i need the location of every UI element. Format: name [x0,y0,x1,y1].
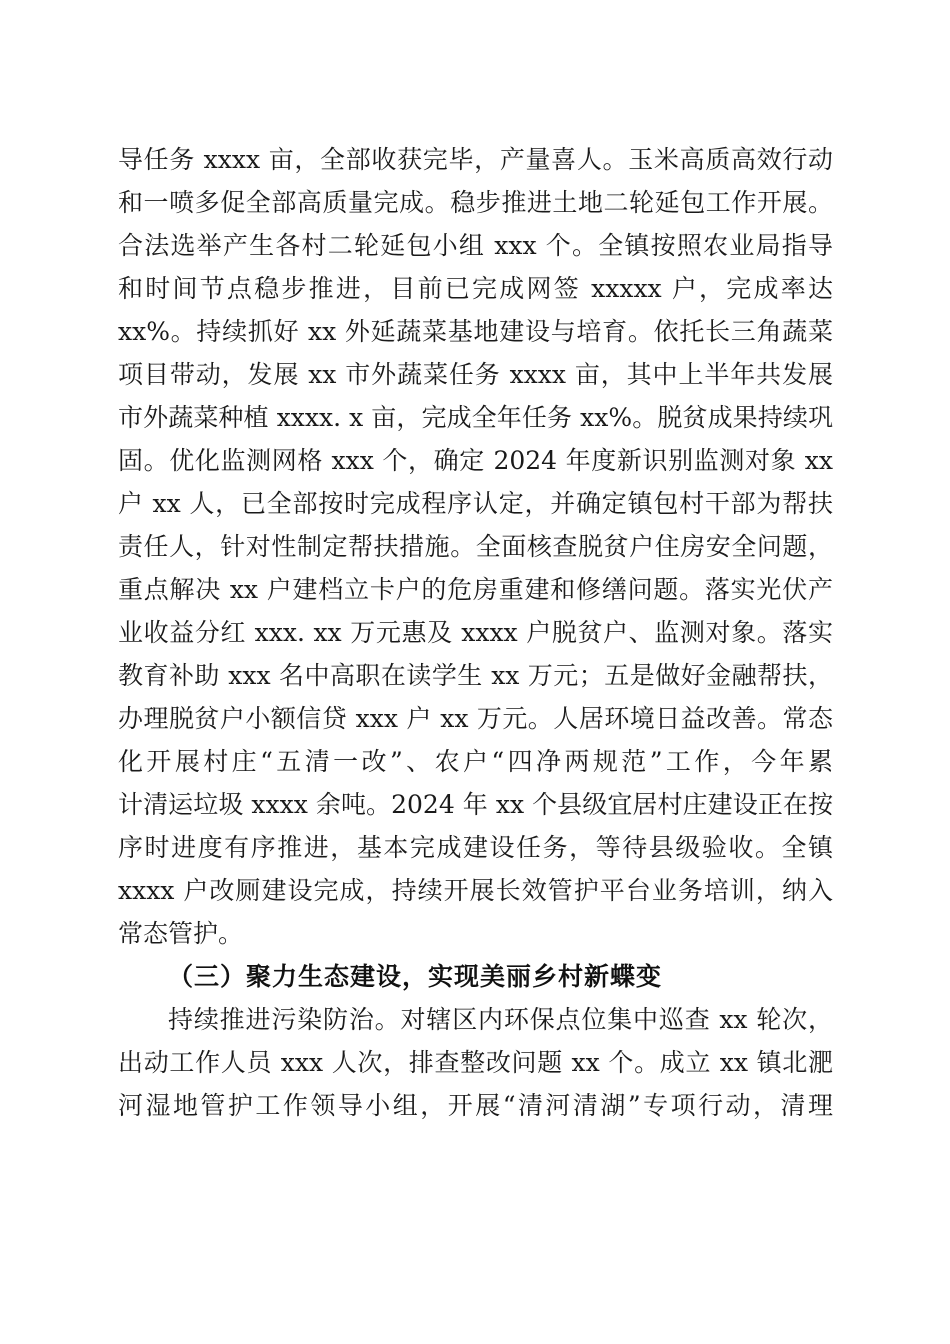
paragraph-line: 出动工作人员 xxx 人次，排查整改问题 xx 个。成立 xx 镇北淝 [118,1048,833,1077]
paragraph-1 [118,138,833,955]
paragraph-line: 常态管护。 [118,919,244,948]
paragraph-line: xx%。持续抓好 xx 外延蔬菜基地建设与培育。依托长三角蔬菜 [118,317,833,346]
paragraph-line: 化开展村庄“五清一改”、农户“四净两规范”工作，今年累 [118,747,833,776]
paragraph-line: 业收益分红 xxx. xx 万元惠及 xxxx 户脱贫户、监测对象。落实 [118,618,833,647]
paragraph-line: xxxx 户改厕建设完成，持续开展长效管护平台业务培训，纳入 [118,876,833,905]
paragraph-line: 和一喷多促全部高质量完成。稳步推进土地二轮延包工作开展。 [118,188,833,217]
paragraph-line: 固。优化监测网格 xxx 个，确定 2024 年度新识别监测对象 xx [118,446,833,475]
paragraph-line: 持续推进污染防治。对辖区内环保点位集中巡查 xx 轮次， [168,1005,833,1034]
section-heading: （三）聚力生态建设，实现美丽乡村新蝶变 [168,962,663,991]
paragraph-line: 重点解决 xx 户建档立卡户的危房重建和修缮问题。落实光伏产 [118,575,833,604]
paragraph-line: 导任务 xxxx 亩，全部收获完毕，产量喜人。玉米高质高效行动 [118,145,833,174]
paragraph-line: 户 xx 人，已全部按时完成程序认定，并确定镇包村干部为帮扶 [118,489,833,518]
paragraph-line: 河湿地管护工作领导小组，开展“清河清湖”专项行动，清理 [118,1091,833,1120]
paragraph-line: 办理脱贫户小额信贷 xxx 户 xx 万元。人居环境日益改善。常态 [118,704,833,733]
paragraph-line: 合法选举产生各村二轮延包小组 xxx 个。全镇按照农业局指导 [118,231,833,260]
paragraph-line: 教育补助 xxx 名中高职在读学生 xx 万元；五是做好金融帮扶， [118,661,833,690]
paragraph-line: 责任人，针对性制定帮扶措施。全面核查脱贫户住房安全问题， [118,532,833,561]
paragraph-line: 项目带动，发展 xx 市外蔬菜任务 xxxx 亩，其中上半年共发展 [118,360,833,389]
paragraph-line: 和时间节点稳步推进，目前已完成网签 xxxxx 户，完成率达 [118,274,833,303]
document-body [118,138,833,1127]
paragraph-line: 计清运垃圾 xxxx 余吨。2024 年 xx 个县级宜居村庄建设正在按 [118,790,833,819]
paragraph-2 [118,998,833,1127]
paragraph-line: 序时进度有序推进，基本完成建设任务，等待县级验收。全镇 [118,833,833,862]
paragraph-line: 市外蔬菜种植 xxxx. x 亩，完成全年任务 xx%。脱贫成果持续巩 [118,403,833,432]
